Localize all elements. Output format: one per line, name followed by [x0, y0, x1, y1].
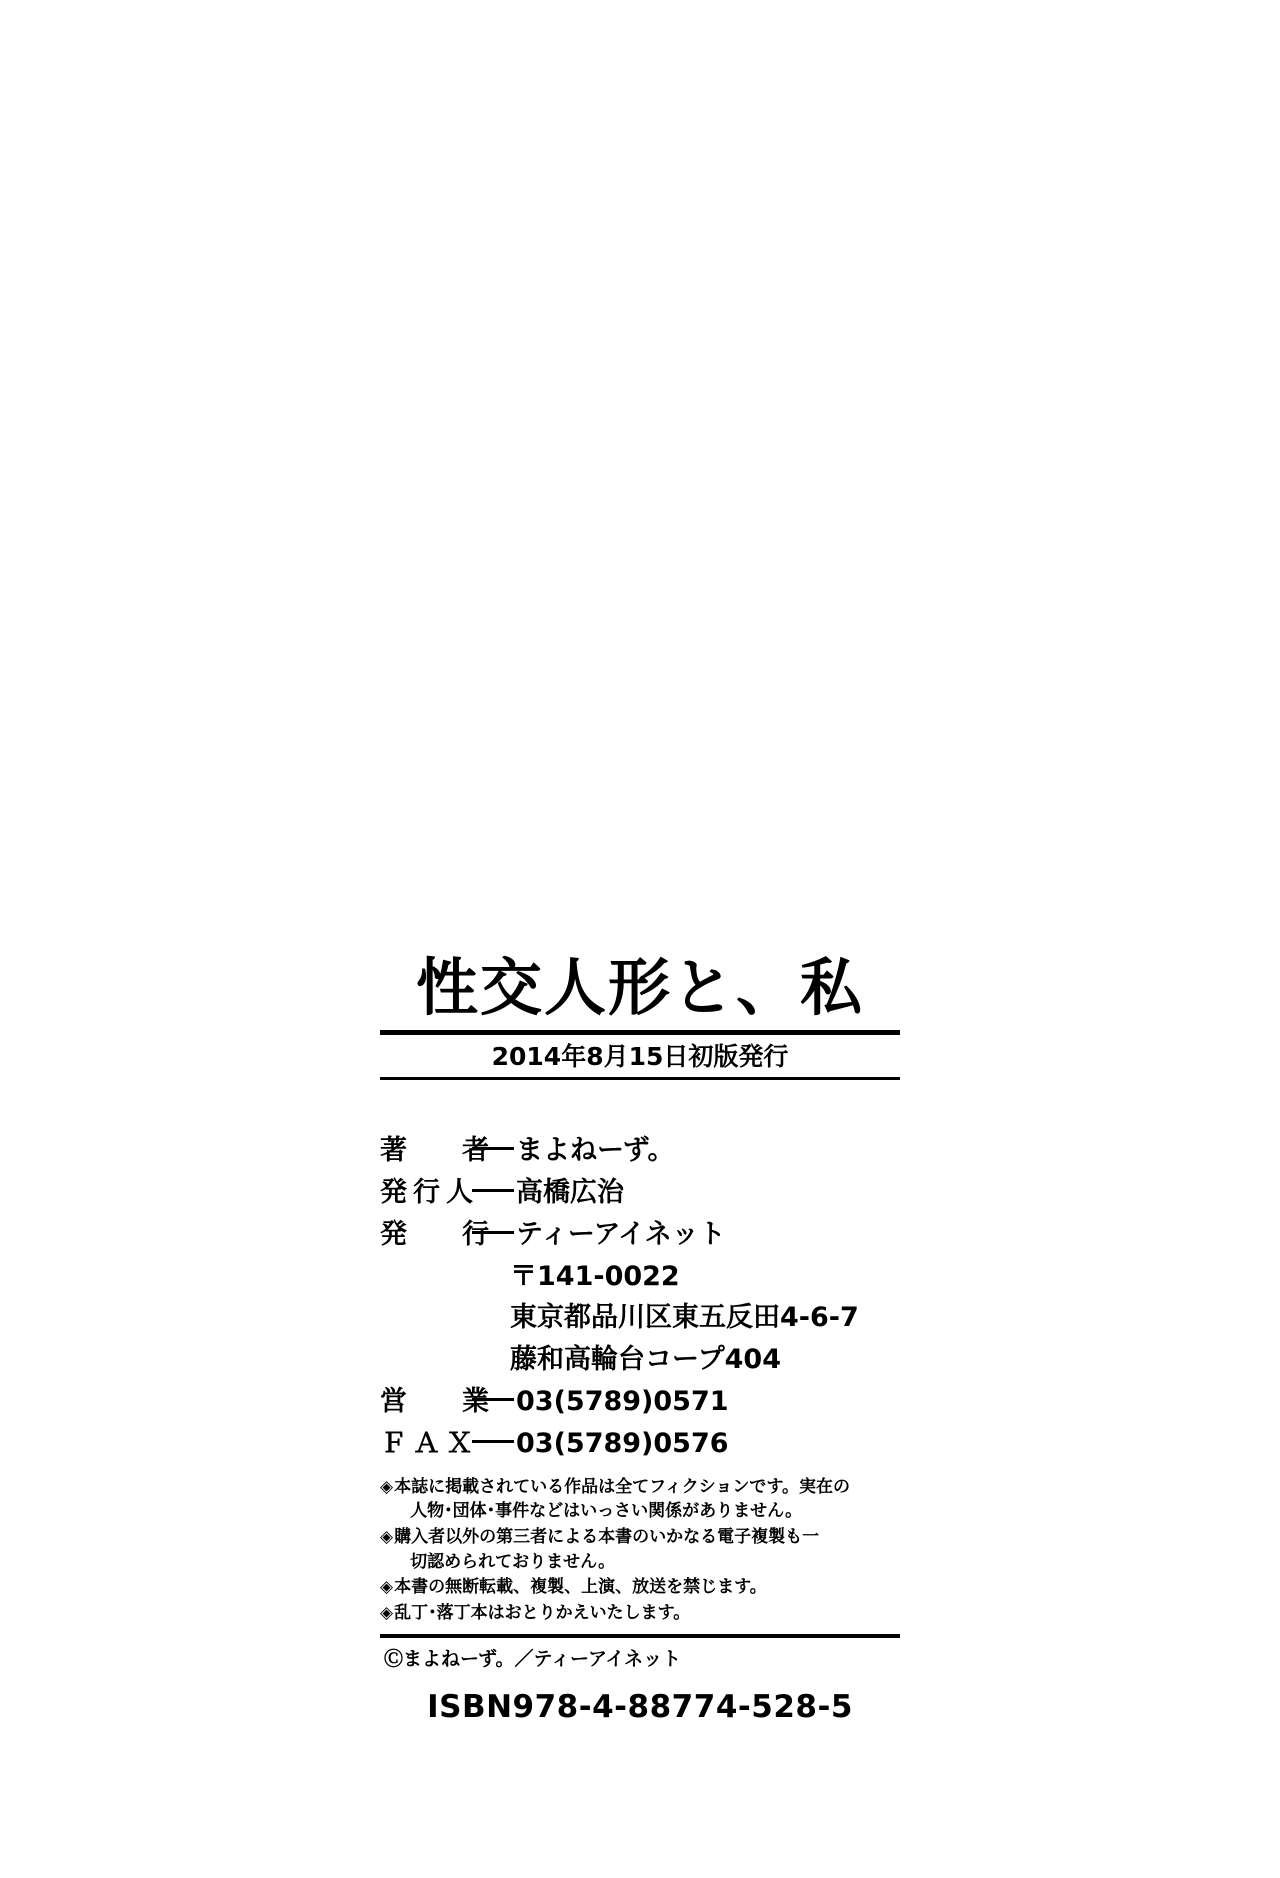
legal-note [380, 1601, 900, 1626]
dash-rule-icon [472, 1189, 514, 1192]
diamond-bullet-icon: ◈ [380, 1603, 394, 1624]
divider-below-date [380, 1077, 900, 1080]
diamond-bullet-icon: ◈ [380, 1577, 394, 1598]
diamond-bullet-icon: ◈ [380, 1476, 394, 1497]
legal-note [380, 1575, 900, 1600]
credit-label-publisher: 発 行 [380, 1218, 503, 1250]
legal-note-line2: 切認められておりません。 [410, 1551, 616, 1572]
dash-rule-icon [472, 1147, 514, 1150]
credit-label-publisher-person: 発行人 [380, 1176, 479, 1208]
legal-note-line1: 購入者以外の第三者による本書のいかなる電子複製も一 [394, 1527, 820, 1548]
legal-note-text [394, 1525, 900, 1574]
credit-row-author [380, 1130, 900, 1172]
publication-date: 2014年8月15日初版発行 [491, 1042, 789, 1072]
legal-note [380, 1525, 900, 1574]
credit-label-fax: ＦＡＸ [380, 1428, 479, 1459]
credit-value-fax: 03(5789)0576 [516, 1428, 729, 1459]
legal-note [380, 1475, 900, 1524]
legal-note-line1: 本書の無断転載、複製、上演、放送を禁じます。 [394, 1577, 767, 1598]
legal-notes-list [380, 1475, 900, 1626]
divider-above-copyright [380, 1634, 900, 1638]
colophon-block [380, 951, 900, 1725]
diamond-bullet-icon: ◈ [380, 1527, 394, 1548]
dash-rule-icon [472, 1440, 514, 1443]
credit-value-author: まよねーず。 [516, 1135, 675, 1167]
book-title: 性交人形と、私 [415, 951, 864, 1024]
credit-label-author: 著 者 [380, 1135, 503, 1167]
address-street: 東京都品川区東五反田4-6-7 [510, 1302, 859, 1334]
address-postal-code: 〒141-0022 [510, 1260, 680, 1292]
credit-row-sales-phone [380, 1381, 900, 1423]
credit-value-publisher: ティーアイネット [516, 1218, 726, 1250]
legal-note-line2: 人物･団体･事件などはいっさい関係がありません。 [410, 1501, 803, 1522]
credits-list [380, 1130, 900, 1465]
legal-note-text [394, 1575, 900, 1600]
credit-value-publisher-person: 高橋広治 [516, 1176, 624, 1208]
credit-value-sales-phone: 03(5789)0571 [516, 1386, 729, 1418]
divider-above-date [380, 1030, 900, 1035]
dash-rule-icon [472, 1398, 514, 1401]
legal-note-text [394, 1475, 900, 1524]
copyright-line: Ⓒまよねーず。／ティーアイネット [384, 1647, 682, 1670]
legal-note-line1: 本誌に掲載されている作品は全てフィクションです。実在の [394, 1476, 851, 1497]
address-building: 藤和高輪台コープ404 [510, 1344, 782, 1376]
credit-row-publisher-person [380, 1172, 900, 1214]
isbn-number: ISBN978-4-88774-528-5 [427, 1688, 853, 1725]
dash-rule-icon [472, 1231, 514, 1234]
legal-note-text [394, 1601, 900, 1626]
credit-label-sales: 営 業 [380, 1386, 503, 1418]
credit-row-publisher [380, 1214, 900, 1256]
credit-row-fax [380, 1423, 900, 1465]
legal-note-line1: 乱丁･落丁本はおとりかえいたします。 [394, 1603, 691, 1624]
